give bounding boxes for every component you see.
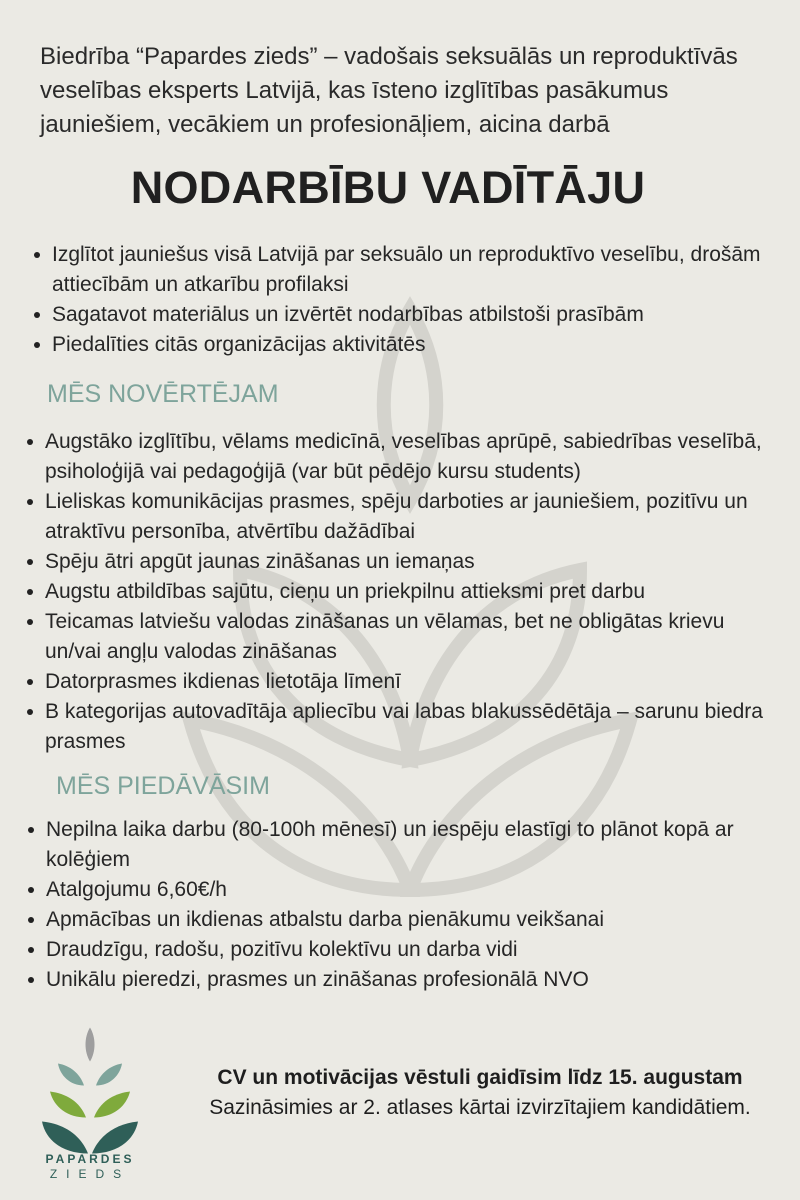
section-title-offers: MĒS PIEDĀVĀSIM [56, 772, 270, 800]
section-title-requirements: MĒS NOVĒRTĒJAM [47, 380, 279, 408]
requirements-list [45, 427, 775, 757]
cta-contact-note: Sazināsimies ar 2. atlases kārtai izvirzītajiem kandidātiem. [209, 1096, 751, 1119]
page-title: NODARBĪBU VADĪTĀJU [130, 162, 646, 213]
offers-list [46, 815, 781, 995]
list-item: Datorprasmes ikdienas lietotāja līmenī [45, 667, 775, 697]
intro-text: Biedrība “Papardes zieds” – vadošais seksuālās un reproduktīvās veselības eksperts Latvijā, kas īsteno izglītības pasākumus jauniešiem, vecākiem un profesionāļiem, aicina darbā [40, 43, 738, 138]
list-item: Teicamas latviešu valodas zināšanas un vēlamas, bet ne obligātas krievu un/vai angļu valodas zināšanas [45, 607, 775, 667]
cta-deadline: CV un motivācijas vēstuli gaidīsim līdz 15. augustam [217, 1066, 743, 1089]
list-item: Draudzīgu, radošu, pozitīvu kolektīvu un darba vidi [46, 935, 781, 965]
list-item: Augstāko izglītību, vēlams medicīnā, veselības aprūpē, sabiedrības veselībā, psiholoģijā vai pedagoģijā (var būt pēdējo kursu students) [45, 427, 775, 487]
list-item: Unikālu pieredzi, prasmes un zināšanas profesionālā NVO [46, 965, 781, 995]
logo-wordmark-bottom: ZIEDS [49, 1167, 131, 1181]
list-item: Augstu atbildības sajūtu, cieņu un priekpilnu attieksmi pret darbu [45, 577, 775, 607]
list-item: Spēju ātri apgūt jaunas zināšanas un iemaņas [45, 547, 775, 577]
list-item: Lieliskas komunikācijas prasmes, spēju darboties ar jauniešiem, pozitīvu un atraktīvu personība, atvērtību dažādībai [45, 487, 775, 547]
list-item: Nepilna laika darbu (80-100h mēnesī) un iespēju elastīgi to plānot kopā ar kolēģiem [46, 815, 781, 875]
list-item: Izglītot jauniešus visā Latvijā par seksuālo un reproduktīvo veselību, drošām attiecībām un atkarību profilaksi [52, 240, 772, 300]
list-item: B kategorijas autovadītāja apliecību vai labas blakussēdētāja – sarunu biedra prasmes [45, 697, 775, 757]
list-item: Piedalīties citās organizācijas aktivitātēs [52, 330, 772, 360]
list-item: Apmācības un ikdienas atbalstu darba pienākumu veikšanai [46, 905, 781, 935]
logo-wordmark-top: PAPARDES [45, 1152, 135, 1166]
list-item: Sagatavot materiālus un izvērtēt nodarbības atbilstoši prasībām [52, 300, 772, 330]
task-list [52, 240, 772, 360]
list-item: Atalgojumu 6,60€/h [46, 875, 781, 905]
